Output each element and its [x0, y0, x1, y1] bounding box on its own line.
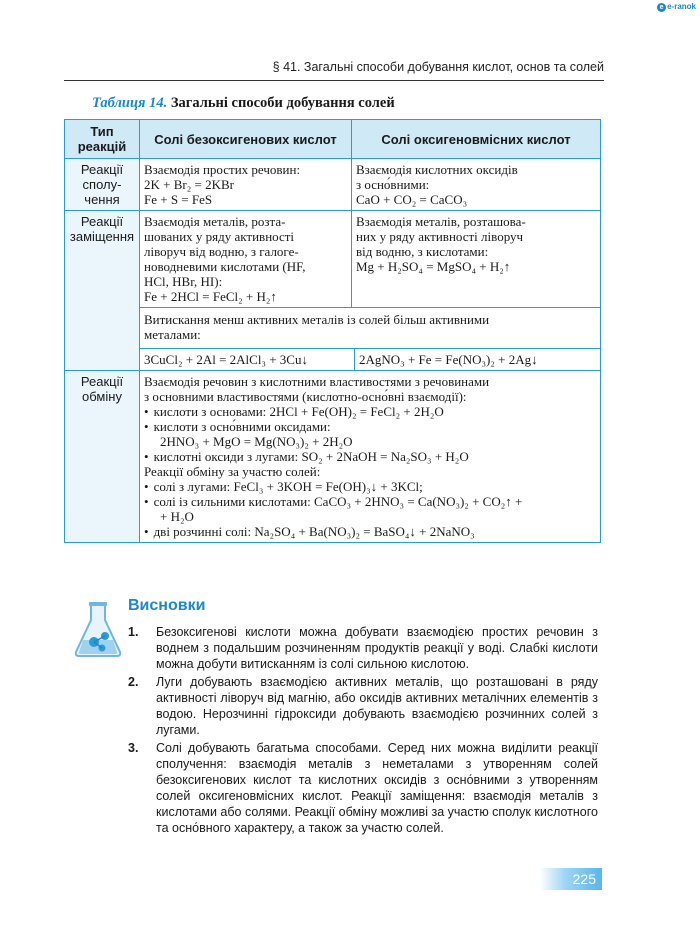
conclusion-number: 2.	[128, 675, 139, 689]
compound-oxygen-containing	[352, 159, 601, 211]
equation: 2K + Br₂ = 2KBr	[144, 177, 234, 192]
compound-oxygen-free	[140, 159, 352, 211]
text-line: Витискання менш активних металів із солей більш активними	[144, 312, 490, 327]
exchange-cell	[140, 371, 601, 543]
logo-e-icon: e	[657, 3, 666, 12]
conclusion-text: Луги добувають взаємодією активних металів, що розташовані в ряду активності ліворуч від магнію, або оксидів активних металічних елементів з водою. Нерозчинні гідроксиди добувають взаємодією розчинних солей з лугами.	[156, 675, 598, 737]
equation: + H₂O	[160, 509, 194, 524]
equation: CaO + CO₂ = CaCO₃	[356, 192, 468, 207]
conclusions-title: Висновки	[128, 597, 206, 614]
text-line: Взаємодія металів, розта-	[144, 214, 286, 229]
equation: 2AgNO₃ + Fe = Fe(NO₃)₂ + 2Ag↓	[359, 352, 538, 367]
bullet-item: • кислоти з осно́вними оксидами:	[144, 419, 596, 434]
conclusions-list	[128, 624, 598, 838]
table-caption	[92, 95, 395, 112]
displacement-cell	[140, 308, 601, 371]
text-line: них у ряду активності ліворуч	[356, 229, 524, 244]
text-line: з осно́вними:	[356, 177, 430, 192]
substitution-oxygen-free	[140, 211, 352, 308]
text-line: HCl, HBr, HI):	[144, 274, 223, 289]
bullet-item: • солі із сильними кислотами: CaCO₃ + 2HNO₃ = Ca(NO₃)₂ + CO₂↑ +	[144, 494, 596, 509]
type-compound: Реакції сполучення	[65, 159, 140, 211]
salts-table	[64, 119, 601, 543]
table-caption-number: Таблиця 14.	[92, 95, 168, 111]
text-line: ліворуч від водню, з галоге-	[144, 244, 299, 259]
substitution-oxygen-containing	[352, 211, 601, 308]
conclusion-item	[128, 740, 598, 836]
equation: Fe + 2HCl = FeCl₂ + H₂↑	[144, 289, 277, 304]
text-line: Взаємодія простих речовин:	[144, 162, 301, 177]
row-exchange	[65, 371, 601, 543]
conclusion-item	[128, 674, 598, 738]
text-line: Взаємодія металів, розташова-	[356, 214, 526, 229]
text-line: від водню, з кислотами:	[356, 244, 489, 259]
flask-icon	[72, 600, 124, 658]
row-displacement	[65, 308, 601, 371]
conclusion-text: Солі добувають багатьма способами. Серед них можна виділити реакції сполучення: взаємодія металів з неметалами з утворенням солей безоксигенових кислот та кислотних оксидів з осно́вними з утворенням солей оксигеновмісних кислот. Реакції заміщення: взаємодія металів з кислотами або солями. Реакції обміну можливі за участю сполук кислотного та осно́вного характеру, а також за участю солей.	[156, 741, 598, 835]
conclusion-item	[128, 624, 598, 672]
row-substitution	[65, 211, 601, 308]
displacement-equations	[140, 348, 600, 370]
text-line: шованих у ряду активності	[144, 229, 295, 244]
type-substitution: Реакції заміщення	[65, 211, 140, 371]
header-divider	[64, 80, 604, 81]
displacement-text	[140, 308, 600, 348]
text-line: з основними властивостями (кислотно-осно́вні взаємодії):	[144, 389, 467, 404]
text-line: Взаємодія речовин з кислотними властивостями з речовинами	[144, 374, 490, 389]
table-header-row	[65, 120, 601, 159]
bullet-item: • солі з лугами: FeCl₃ + 3KOH = Fe(OH)₃↓ + 3KCl;	[144, 479, 596, 494]
equation: 3CuCl₂ + 2Al = 2AlCl₃ + 3Cu↓	[140, 349, 355, 370]
header-oxygen-free-salts: Солі безоксигенових кислот	[140, 120, 352, 159]
conclusion-number: 3.	[128, 741, 139, 755]
type-exchange: Реакції обміну	[65, 371, 140, 543]
header-oxygen-containing-salts: Солі оксигеновмісних кислот	[352, 120, 601, 159]
text-line: Взаємодія кислотних оксидів	[356, 162, 518, 177]
conclusion-text: Безоксигенові кислоти можна добувати взаємодією простих речовин з воднем з подальшим розчиненням продуктів реакції у воді. Слабкі кислоти можна добути витисканням із солі сильною кислотою.	[156, 625, 598, 671]
text-line: новодневими кислотами (HF,	[144, 259, 306, 274]
table-caption-title: Загальні способи добування солей	[170, 95, 395, 111]
bullet-item: • кислоти з основами: 2HCl + Fe(OH)₂ = FeCl₂ + 2H₂O	[144, 404, 596, 419]
bullet-item: • кислотні оксиди з лугами: SO₂ + 2NaOH = Na₂SO₃ + H₂O	[144, 449, 596, 464]
row-compound	[65, 159, 601, 211]
bullet-item: • дві розчинні солі: Na₂SO₄ + Ba(NO₃)₂ = BaSO₄↓ + 2NaNO₃	[144, 524, 596, 539]
text-line: Реакції обміну за участю солей:	[144, 464, 321, 479]
publisher-logo: e e-ranok	[657, 2, 696, 12]
equation: 2HNO₃ + MgO = Mg(NO₃)₂ + 2H₂O	[160, 434, 353, 449]
equation: Mg + H₂SO₄ = MgSO₄ + H₂↑	[356, 259, 511, 274]
running-head: § 41. Загальні способи добування кислот, основ та солей	[272, 60, 604, 74]
conclusion-number: 1.	[128, 625, 139, 639]
header-reaction-type: Тип реакцій	[65, 120, 140, 159]
page-number: 225	[540, 868, 602, 890]
equation: Fe + S = FeS	[144, 192, 213, 207]
text-line: металами:	[144, 327, 201, 342]
